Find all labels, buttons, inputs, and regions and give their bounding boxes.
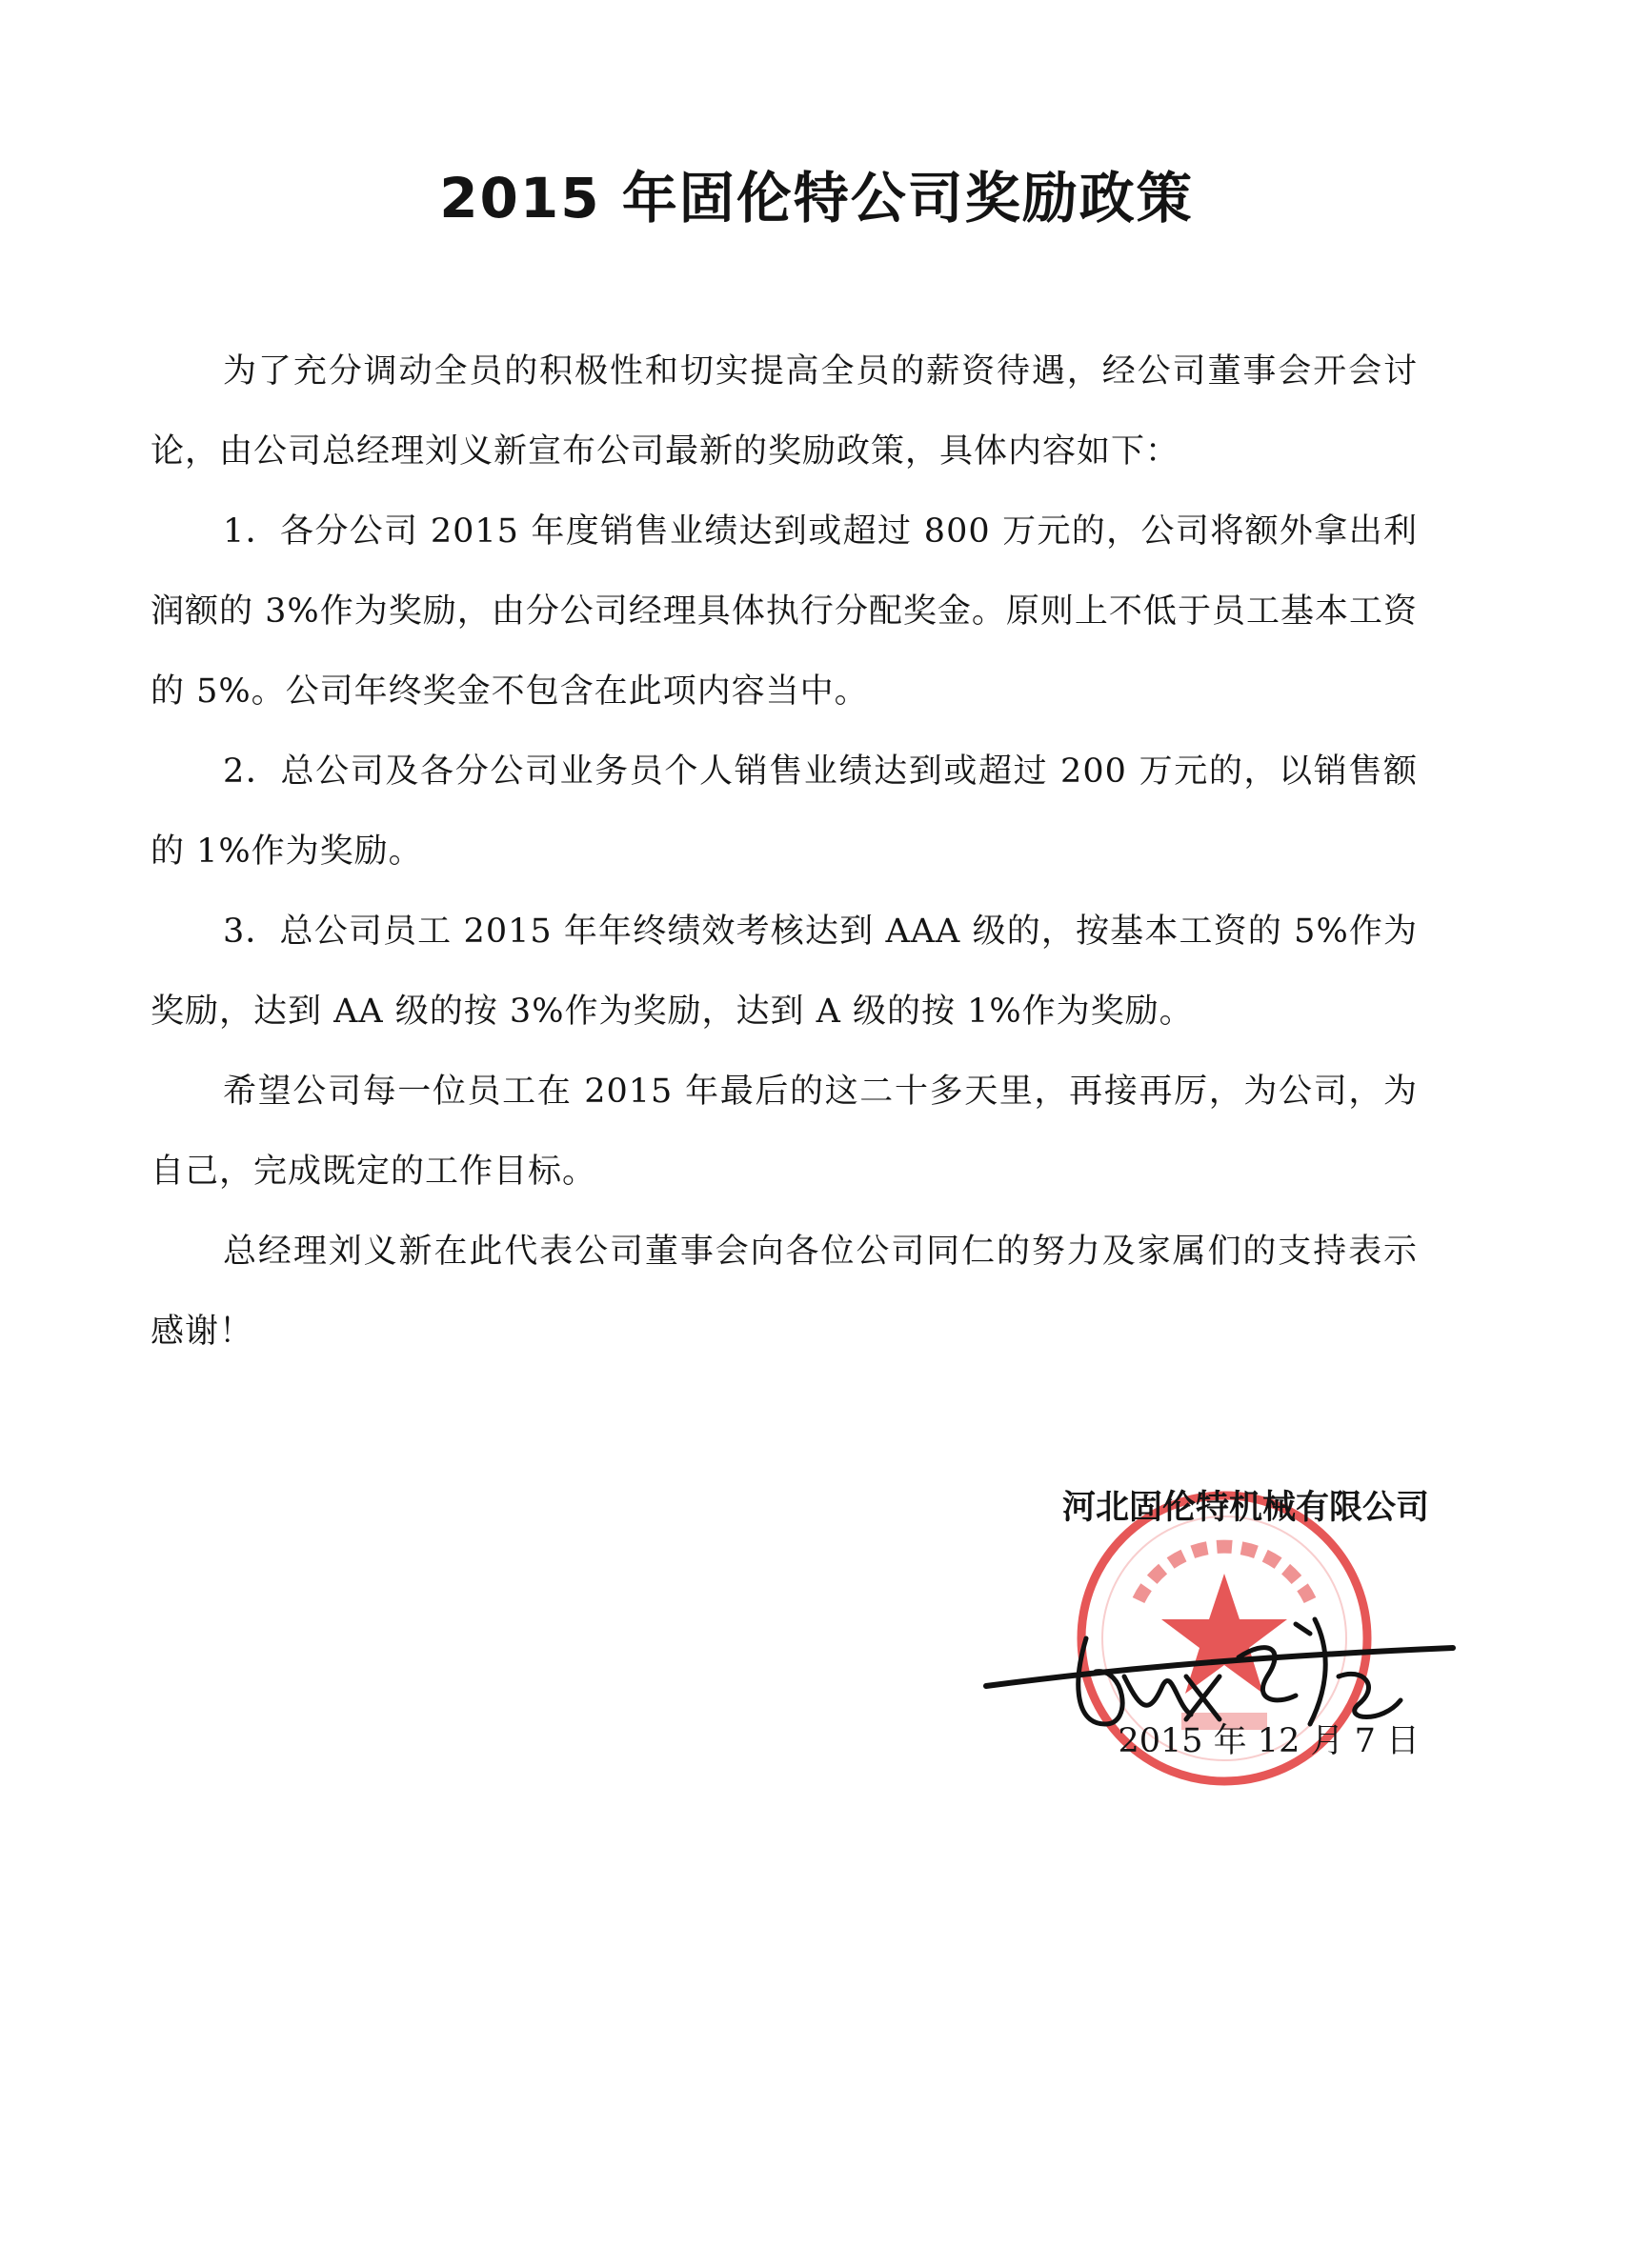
document-title: 2015 年固伦特公司奖励政策 [439, 166, 1194, 231]
policy-item-2: 2．总公司及各分公司业务员个人销售业绩达到或超过 200 万元的，以销售额的 1%作为奖励。 [151, 753, 1418, 871]
document-body [151, 331, 1418, 1372]
thanks-paragraph: 总经理刘义新在此代表公司董事会向各位公司同仁的努力及家属们的支持表示感谢！ [151, 1233, 1418, 1351]
policy-item-3: 3．总公司员工 2015 年年终绩效考核达到 AAA 级的，按基本工资的 5%作为奖励，达到 AA 级的按 3%作为奖励，达到 A 级的按 1%作为奖励。 [151, 913, 1418, 1031]
document-date: 2015 年 12 月 7 日 [1118, 1722, 1420, 1760]
closing-paragraph: 希望公司每一位员工在 2015 年最后的这二十多天里，再接再厉，为公司，为自己，完成既定的工作目标。 [151, 1073, 1418, 1191]
intro-paragraph: 为了充分调动全员的积极性和切实提高全员的薪资待遇，经公司董事会开会讨论，由公司总经理刘义新宣布公司最新的奖励政策，具体内容如下： [151, 352, 1418, 471]
policy-item-1: 1．各分公司 2015 年度销售业绩达到或超过 800 万元的，公司将额外拿出利润额的 3%作为奖励，由分公司经理具体执行分配奖金。原则上不低于员工基本工资的 5%。公司年终奖金不包含在此项内容当中。 [151, 512, 1418, 711]
company-name: 河北固伦特机械有限公司 [1061, 1489, 1429, 1527]
